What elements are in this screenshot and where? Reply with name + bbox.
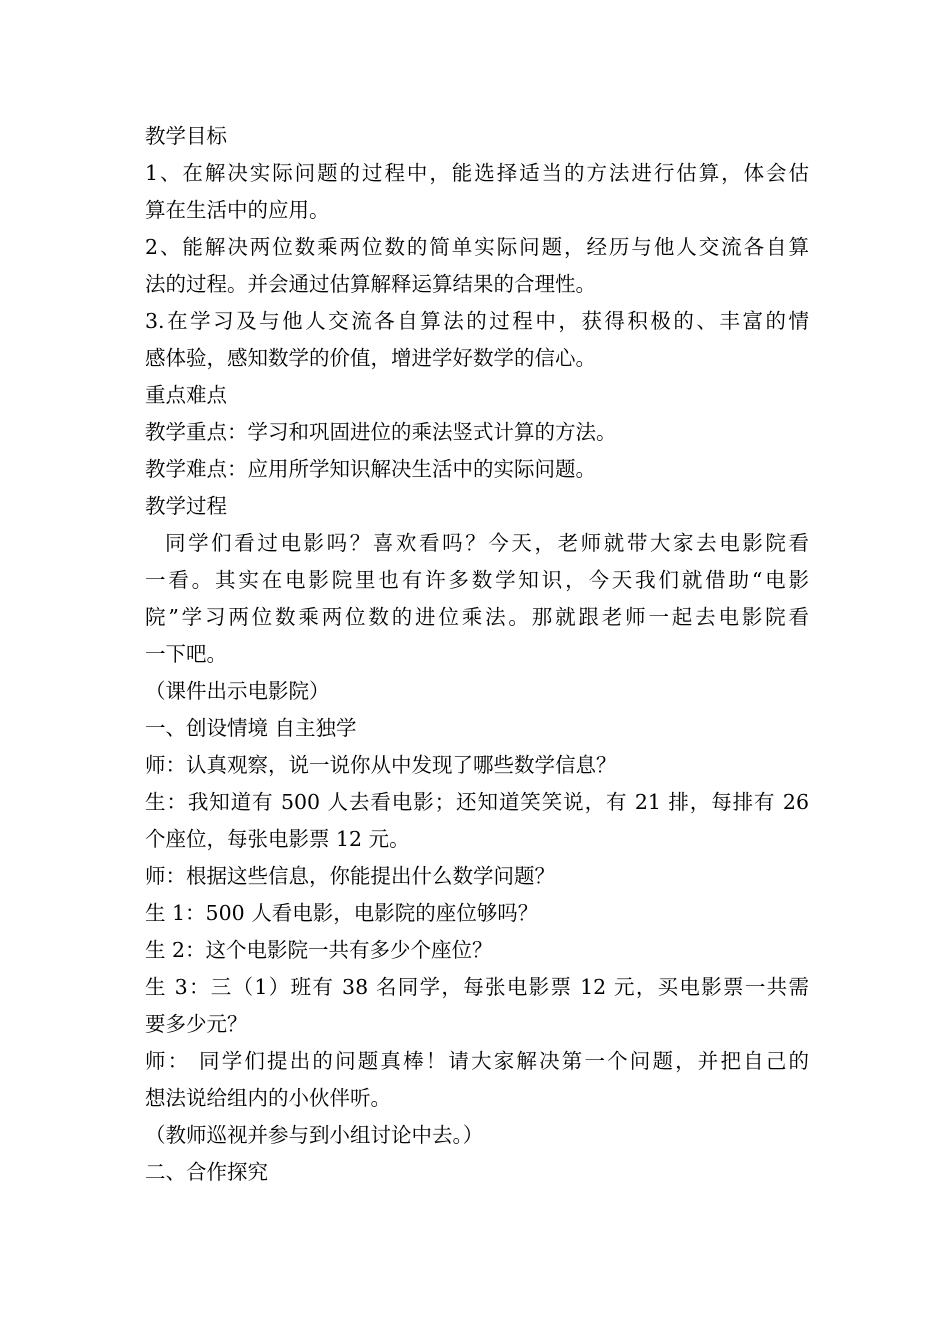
- text-line: 2、能解决两位数乘两位数的简单实际问题，经历与他人交流各自算: [145, 235, 809, 259]
- text-line: 一看。其实在电影院里也有许多数学知识，今天我们就借助“电影: [145, 568, 809, 592]
- text-line: 重点难点: [145, 383, 227, 407]
- document-body: [145, 118, 809, 1191]
- text-line: 师：根据这些信息，你能提出什么数学问题？: [145, 864, 555, 888]
- text-line: 想法说给组内的小伙伴听。: [145, 1086, 391, 1110]
- text-line: 院”学习两位数乘两位数的进位乘法。那就跟老师一起去电影院看: [145, 605, 809, 629]
- text-line: 1、在解决实际问题的过程中，能选择适当的方法进行估算，体会估: [145, 161, 809, 185]
- text-line: 二、合作探究: [145, 1160, 268, 1184]
- text-line: 生 2：这个电影院一共有多少个座位？: [145, 938, 493, 962]
- text-line: 个座位，每张电影票 12 元。: [145, 827, 410, 851]
- text-line: 生 3：三（1）班有 38 名同学，每张电影票 12 元，买电影票一共需: [145, 975, 809, 999]
- text-line: 教学过程: [145, 494, 227, 518]
- text-line: （教师巡视并参与到小组讨论中去。）: [145, 1123, 484, 1147]
- text-line: 算在生活中的应用。: [145, 198, 330, 222]
- text-line: 3.在学习及与他人交流各自算法的过程中，获得积极的、丰富的情: [145, 309, 809, 333]
- text-line: 一下吧。: [145, 642, 227, 666]
- text-line: 教学重点：学习和巩固进位的乘法竖式计算的方法。: [145, 420, 617, 444]
- text-line: 一、创设情境 自主独学: [145, 716, 357, 740]
- text-line: 要多少元？: [145, 1012, 248, 1036]
- text-line: 法的过程。并会通过估算解释运算结果的合理性。: [145, 272, 596, 296]
- text-line: 同学们看过电影吗？喜欢看吗？今天，老师就带大家去电影院看: [165, 531, 809, 555]
- text-line: 生 1：500 人看电影，电影院的座位够吗？: [145, 901, 539, 925]
- text-line: 师：认真观察，说一说你从中发现了哪些数学信息？: [145, 753, 617, 777]
- text-line: 师： 同学们提出的问题真棒！请大家解决第一个问题，并把自己的: [145, 1049, 809, 1073]
- text-line: 感体验，感知数学的价值，增进学好数学的信心。: [145, 346, 596, 370]
- text-line: 生：我知道有 500 人去看电影；还知道笑笑说，有 21 排，每排有 26: [145, 790, 809, 814]
- text-line: （课件出示电影院）: [145, 679, 330, 703]
- text-line: 教学难点：应用所学知识解决生活中的实际问题。: [145, 457, 596, 481]
- text-line: 教学目标: [145, 124, 227, 148]
